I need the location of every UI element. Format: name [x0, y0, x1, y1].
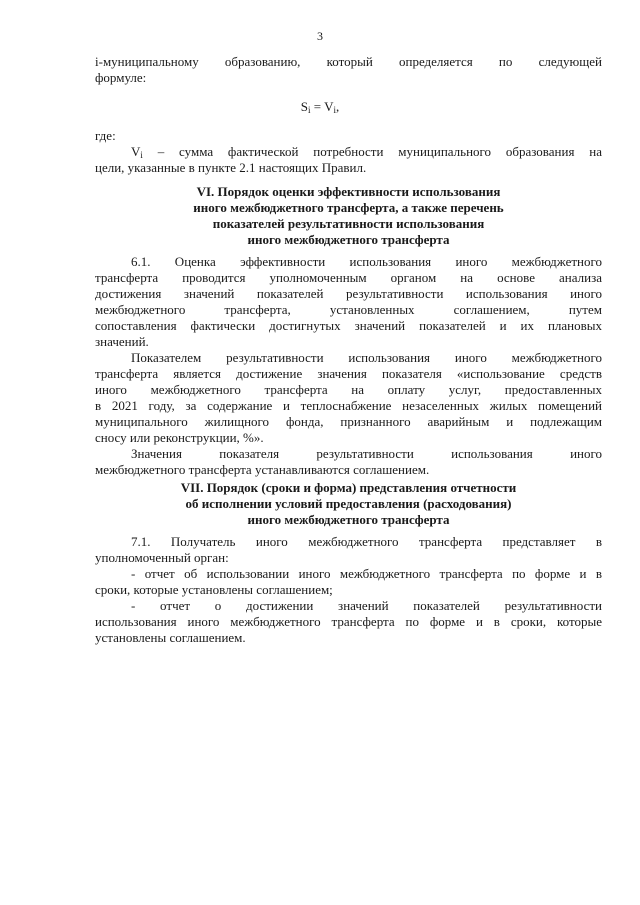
formula-lhs-subscript: i	[307, 105, 311, 115]
where-var-subscript: i	[140, 150, 143, 160]
bullet-line: - отчет об использовании иного межбюджетного трансферта по форме и в	[131, 566, 602, 581]
section-6-title	[95, 184, 602, 248]
section-7-paragraph-1	[95, 534, 602, 566]
where-definition-text: – сумма фактической потребности муниципального образования на	[142, 144, 602, 159]
paragraph-line: трансферта является достижение значения показателя «использование средств	[95, 366, 602, 381]
formula-eq: = V	[310, 99, 334, 114]
paragraph-line: Значения показателя результативности использования иного	[131, 446, 602, 461]
paragraph-line: в 2021 году, за содержание и теплоснабжение незаселенных жилых помещений	[95, 398, 602, 413]
section-title-line: иного межбюджетного трансферта, а также перечень	[193, 200, 504, 215]
formula	[0, 99, 640, 115]
where-label: где:	[95, 128, 116, 143]
section-title-line: VI. Порядок оценки эффективности использования	[196, 184, 501, 199]
intro-line: формуле:	[95, 70, 147, 85]
section-6-paragraph-2	[95, 350, 602, 446]
paragraph-line: межбюджетного трансферта, установленных соглашением, путем	[95, 302, 602, 317]
paragraph-line: значений.	[95, 334, 149, 349]
paragraph-line: трансферта проводится уполномоченным органом на основе анализа	[95, 270, 602, 285]
paragraph-line: сопоставления фактически достигнутых значений показателей и их плановых	[95, 318, 602, 333]
paragraph-line: 7.1. Получатель иного межбюджетного трансферта представляет в	[131, 534, 602, 549]
section-title-line: VII. Порядок (сроки и форма) представления отчетности	[180, 480, 517, 495]
section-6-paragraph-3	[95, 446, 602, 478]
formula-lhs: S	[300, 99, 308, 114]
paragraph-line: муниципального жилищного фонда, признанного аварийным и подлежащим	[95, 414, 602, 429]
page-number: 3	[317, 29, 323, 43]
bullet-line: использования иного межбюджетного трансферта по форме и в сроки, которые	[95, 614, 602, 629]
paragraph-line: уполномоченный орган:	[95, 550, 229, 565]
section-title-line: иного межбюджетного трансферта	[247, 512, 450, 527]
paragraph-line: иного межбюджетного трансферта на оплату услуг, предоставленных	[95, 382, 602, 397]
where-block	[95, 128, 602, 176]
formula-tail: ,	[336, 99, 340, 114]
section-title-line: иного межбюджетного трансферта	[247, 232, 450, 247]
section-6-paragraph-1	[95, 254, 602, 350]
bullet-line: сроки, которые установлены соглашением;	[95, 582, 333, 597]
intro-line: i-муниципальному образованию, который определяется по следующей	[95, 54, 602, 69]
section-7-bullet-1	[95, 566, 602, 598]
paragraph-line: сносу или реконструкции, %».	[95, 430, 264, 445]
paragraph-line: Показателем результативности использования иного межбюджетного	[131, 350, 602, 365]
formula-rhs-subscript: i	[333, 105, 336, 115]
section-title-line: показателей результативности использования	[212, 216, 485, 231]
section-7-title	[95, 480, 602, 528]
intro-paragraph	[95, 54, 602, 86]
paragraph-line: 6.1. Оценка эффективности использования иного межбюджетного	[131, 254, 602, 269]
paragraph-line: межбюджетного трансферта устанавливаются соглашением.	[95, 462, 430, 477]
paragraph-line: достижения значений показателей результативности использования иного	[95, 286, 602, 301]
bullet-line: установлены соглашением.	[95, 630, 246, 645]
where-var: V	[131, 144, 141, 159]
bullet-line: - отчет о достижении значений показателей результативности	[131, 598, 602, 613]
where-definition-line: цели, указанные в пункте 2.1 настоящих Правил.	[95, 160, 367, 175]
section-7-bullet-2	[95, 598, 602, 646]
where-definition-line	[95, 144, 602, 160]
section-title-line: об исполнении условий предоставления (расходования)	[185, 496, 512, 511]
